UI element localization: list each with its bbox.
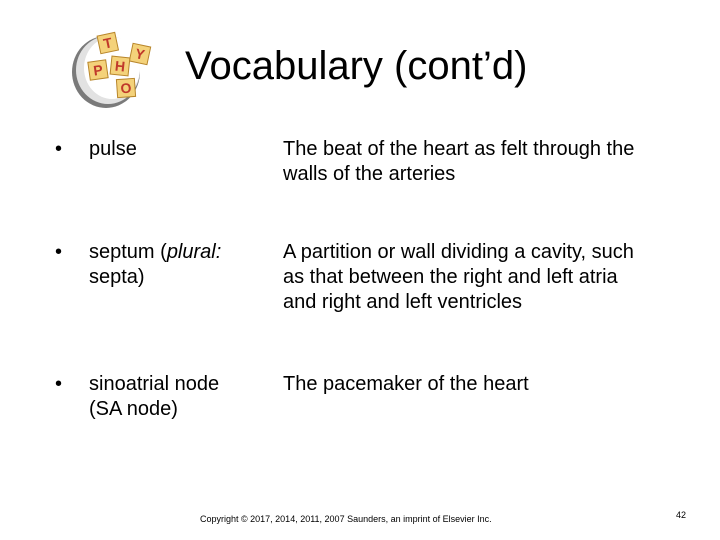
term-text: sinoatrial node <box>89 373 220 395</box>
definition-line: A partition or wall dividing a cavity, such <box>283 241 634 263</box>
term-text: pulse <box>89 138 137 160</box>
page-number: 42 <box>676 510 687 520</box>
logo-tile-o: O <box>120 79 132 97</box>
page-title: Vocabulary (cont’d) <box>185 44 528 88</box>
definition-line: The pacemaker of the heart <box>283 373 529 395</box>
vocab-definition <box>283 137 695 187</box>
logo-tile-p: P <box>92 61 104 79</box>
vocab-term <box>55 137 289 162</box>
phonics-tiles-logo-icon <box>68 28 160 110</box>
vocab-definition <box>283 372 695 397</box>
term-text-part: septum ( <box>89 241 167 263</box>
definition-line: The beat of the heart as felt through the <box>283 138 635 160</box>
definition-line: walls of the arteries <box>283 163 456 185</box>
logo-tile-y: Y <box>133 45 147 63</box>
copyright-footer: Copyright © 2017, 2014, 2011, 2007 Saunders, an imprint of Elsevier Inc. <box>200 514 492 524</box>
term-italic-note: plural: <box>166 241 222 263</box>
vocab-term <box>55 372 289 422</box>
definition-line: as that between the right and left atria <box>283 266 618 288</box>
bullet-icon: • <box>55 138 63 160</box>
term-text <box>89 240 289 265</box>
bullet-icon: • <box>55 241 63 263</box>
definition-line: and right and left ventricles <box>283 291 523 313</box>
logo-tile-h: H <box>114 57 126 75</box>
term-text-continued: septa) <box>89 266 145 288</box>
vocab-definition <box>283 240 695 315</box>
term-text-continued: (SA node) <box>89 398 178 420</box>
vocab-term <box>55 240 289 290</box>
bullet-icon: • <box>55 373 63 395</box>
logo-tile-t: T <box>101 34 114 52</box>
